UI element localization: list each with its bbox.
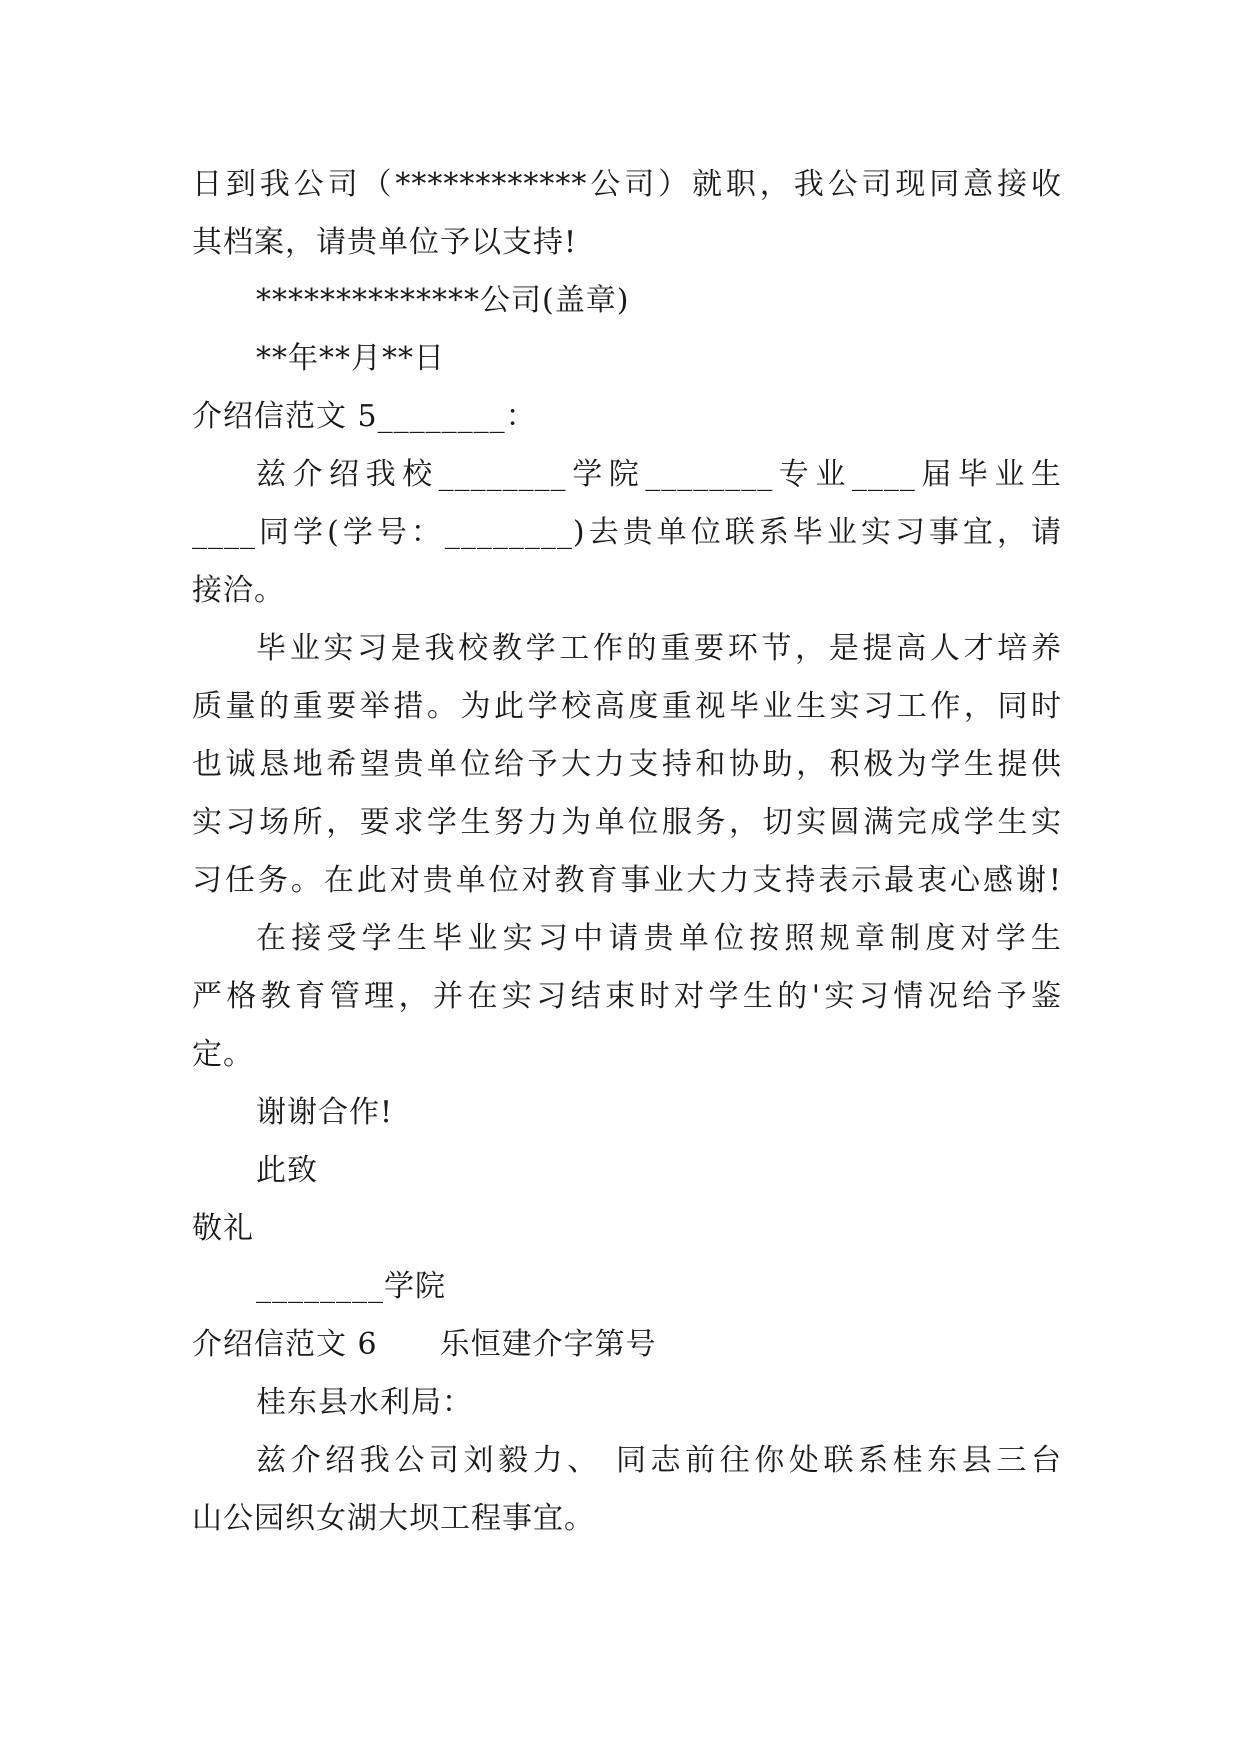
text-line: 定。 bbox=[192, 1037, 254, 1072]
closing-line: 敬礼 bbox=[192, 1211, 254, 1246]
text-line: 实习场所，要求学生努力为单位服务，切实圆满完成学生实 bbox=[192, 805, 1062, 840]
text-line: 质量的重要举措。为此学校高度重视毕业生实习工作，同时 bbox=[192, 689, 1062, 724]
text-line: 日到我公司（************公司）就职，我公司现同意接收 bbox=[192, 167, 1062, 202]
closing-line: 此致 bbox=[256, 1153, 318, 1188]
text-line: 兹介绍我公司刘毅力、 同志前往你处联系桂东县三台 bbox=[256, 1443, 1062, 1478]
text-line: 在接受学生毕业实习中请贵单位按照规章制度对学生 bbox=[256, 921, 1062, 956]
text-line: 谢谢合作! bbox=[256, 1095, 394, 1130]
text-line: ____同学(学号：________)去贵单位联系毕业实习事宜，请 bbox=[192, 515, 1062, 550]
text-line: 兹介绍我校________学院________专业____届毕业生 bbox=[256, 457, 1062, 492]
text-line: 习任务。在此对贵单位对教育事业大力支持表示最衷心感谢! bbox=[192, 863, 1062, 898]
signature-line: ________学院 bbox=[256, 1269, 446, 1304]
company-seal-line: **************公司(盖章) bbox=[256, 283, 630, 318]
recipient-line: 桂东县水利局： bbox=[256, 1385, 473, 1420]
text-line: 也诚恳地希望贵单位给予大力支持和协助，积极为学生提供 bbox=[192, 747, 1062, 782]
section-heading: 介绍信范文 5________： bbox=[192, 399, 537, 434]
date-line: **年**月**日 bbox=[256, 341, 445, 376]
text-line: 其档案，请贵单位予以支持! bbox=[192, 225, 578, 260]
text-line: 接洽。 bbox=[192, 573, 285, 608]
text-line: 毕业实习是我校教学工作的重要环节，是提高人才培养 bbox=[256, 631, 1062, 666]
text-line: 山公园织女湖大坝工程事宜。 bbox=[192, 1501, 595, 1536]
text-line: 严格教育管理，并在实习结束时对学生的'实习情况给予鉴 bbox=[192, 979, 1062, 1014]
section-heading: 介绍信范文 6 乐恒建介字第号 bbox=[192, 1327, 657, 1362]
